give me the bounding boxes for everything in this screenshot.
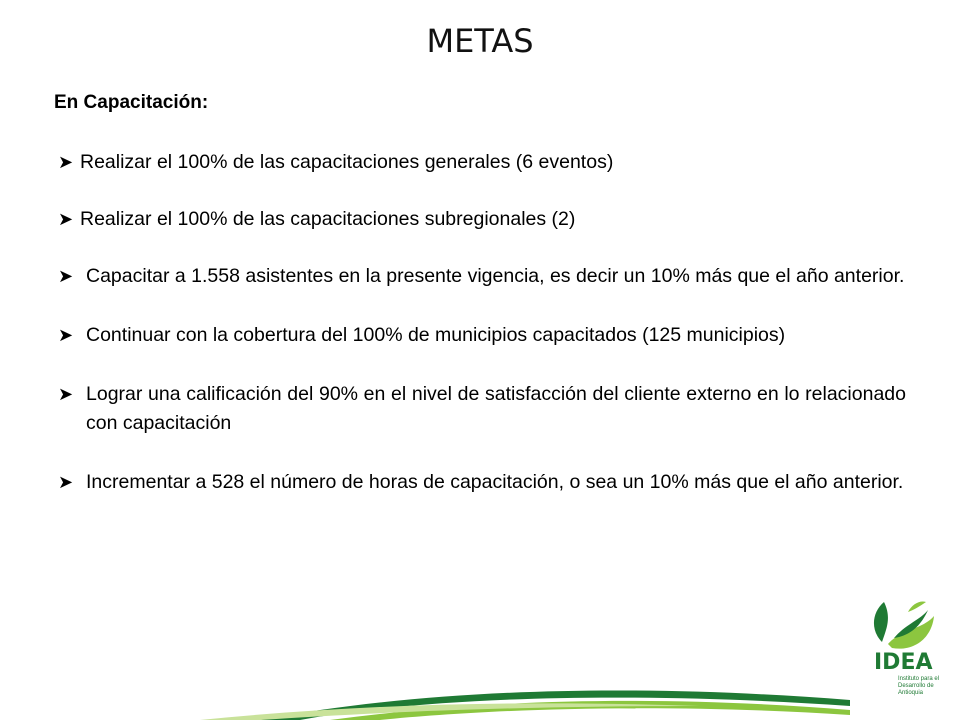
list-item [58, 205, 906, 234]
list-item-text: Continuar con la cobertura del 100% de municipios capacitados (125 municipios) [86, 324, 786, 346]
logo-wordmark: IDEA [874, 650, 933, 675]
logo-tagline: Instituto para el Desarrollo de Antioquia [898, 676, 940, 696]
arrow-bullet-icon: ➤ [58, 472, 74, 492]
arrow-bullet-icon: ➤ [58, 209, 74, 229]
list-item [58, 468, 906, 497]
list-item [58, 148, 906, 177]
slide-title: METAS [426, 22, 534, 60]
arrow-bullet-icon: ➤ [58, 325, 74, 345]
section-subtitle: En Capacitación: [54, 92, 209, 113]
list-item-text: Lograr una calificación del 90% en el nivel de satisfacción del cliente externo en lo relacionado con capacitación [86, 383, 906, 434]
goals-list [58, 148, 906, 497]
list-item [58, 321, 906, 350]
list-item [58, 380, 906, 438]
arrow-bullet-icon: ➤ [58, 266, 74, 286]
list-item [58, 262, 906, 291]
list-item-text: Capacitar a 1.558 asistentes en la presente vigencia, es decir un 10% más que el año anterior. [86, 265, 905, 287]
arrow-bullet-icon: ➤ [58, 384, 74, 404]
list-item-text: Incrementar a 528 el número de horas de capacitación, o sea un 10% más que el año anterior. [86, 471, 904, 493]
list-item-text: Realizar el 100% de las capacitaciones generales (6 eventos) [80, 151, 614, 173]
arrow-bullet-icon: ➤ [58, 152, 74, 172]
list-item-text: Realizar el 100% de las capacitaciones subregionales (2) [80, 208, 576, 230]
green-swoosh-decoration [0, 660, 960, 720]
